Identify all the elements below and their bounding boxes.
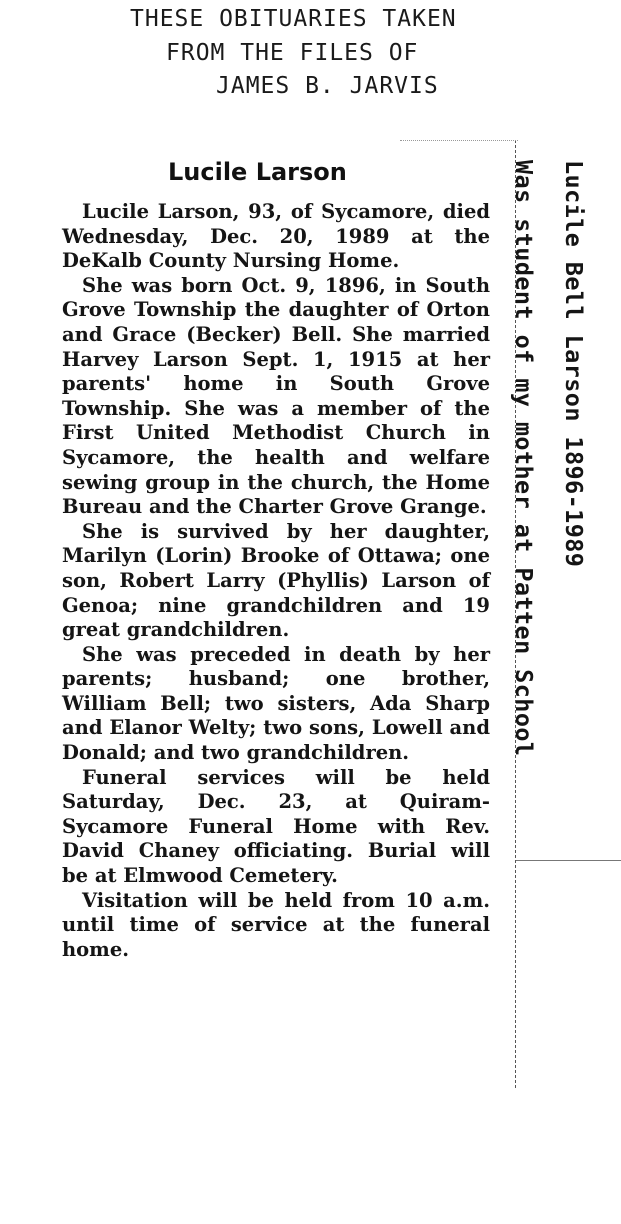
obituary-paragraph-3: She is survived by her daughter, Marilyn (Lorin) Brooke of Ottawa; one son, Robert Larry (Phyllis) Larson of Genoa; nine grandchildren and 19 great grandchildren. [62,519,490,642]
side-note-line-1: Lucile Bell Larson 1896-1989 [560,160,588,568]
header-note [0,0,621,110]
header-line-3: JAMES B. JARVIS [216,73,439,99]
obituary-title: Lucile Larson [168,158,347,186]
side-note-line-2: Was student of my mother at Patten School [510,160,538,757]
clipping-edge [400,140,518,142]
header-line-2: FROM THE FILES OF [166,40,419,66]
obituary-paragraph-6: Visitation will be held from 10 a.m. until time of service at the funeral home. [62,888,490,961]
obituary-paragraph-2: She was born Oct. 9, 1896, in South Grove Township the daughter of Orton and Grace (Becker) Bell. She married Harvey Larson Sept. 1, 1915 at her parents' home in South Grove Township. She was a member of the First United Methodist Church in Sycamore, the health and welfare sewing group in the church, the Home Bureau and the Charter Grove Grange. [62,273,490,519]
obituary-body [62,200,490,962]
obituary-paragraph-5: Funeral services will be held Saturday, Dec. 23, at Quiram-Sycamore Funeral Home with Rev. David Chaney officiating. Burial will be at Elmwood Cemetery. [62,765,490,888]
obituary-paragraph-1: Lucile Larson, 93, of Sycamore, died Wednesday, Dec. 20, 1989 at the DeKalb County Nursing Home. [62,200,490,273]
obituary-paragraph-4: She was preceded in death by her parents; husband; one brother, William Bell; two sisters, Ada Sharp and Elanor Welty; two sons, Lowell and Donald; and two grandchildren. [62,642,490,765]
side-note [500,160,620,880]
header-line-1: THESE OBITUARIES TAKEN [130,6,457,32]
side-note-border [516,860,621,862]
